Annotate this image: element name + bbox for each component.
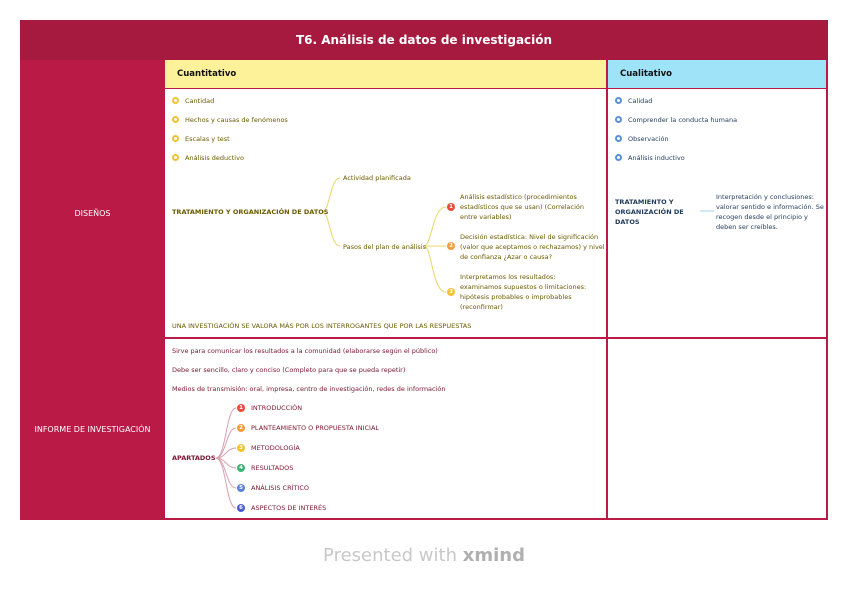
number-3-icon: 3: [237, 444, 245, 452]
qual-item: Calidad: [628, 97, 653, 105]
number-2-icon: 2: [447, 242, 455, 250]
bullet-icon: [615, 154, 622, 161]
report-item: Debe ser sencillo, claro y conciso (Completo para que se pueda repetir): [172, 366, 406, 374]
qual-treatment-detail: valorar sentido e información. Se: [716, 203, 824, 211]
quant-treatment-label: TRATAMIENTO Y ORGANIZACIÓN DE DATOS: [172, 208, 329, 216]
section-item: PLANTEAMIENTO O PROPUESTA INICIAL: [251, 424, 380, 432]
grid-divider-horizontal: [165, 337, 828, 339]
step-3-line: examinamos supuestos o limitaciones:: [460, 283, 587, 291]
grid-divider-vertical: [606, 60, 608, 520]
qual-item: Análisis inductivo: [628, 154, 685, 162]
footer-watermark: [0, 545, 848, 566]
number-4-icon: 4: [237, 464, 245, 472]
bullet-icon: [172, 116, 179, 123]
quant-item: Análisis deductivo: [185, 154, 244, 162]
row-label-report: [20, 338, 165, 520]
bullet-icon: [615, 116, 622, 123]
header-quantitative-label: Cuantitativo: [177, 69, 237, 79]
section-item: ANÁLISIS CRÍTICO: [251, 484, 310, 492]
step-1-line: entre variables): [460, 213, 512, 221]
sections-label: APARTADOS: [172, 454, 216, 462]
step-3-line: Interpretamos los resultados:: [460, 273, 556, 281]
footer-brand: xmind: [462, 545, 525, 566]
quant-item: Cantidad: [185, 97, 215, 105]
step-1-line: Análisis estadístico (procedimientos: [460, 193, 577, 201]
number-5-icon: 5: [237, 484, 245, 492]
number-1-icon: 1: [237, 404, 245, 412]
row-label-designs: [20, 89, 165, 338]
number-6-icon: 6: [237, 504, 245, 512]
header-corner: [20, 60, 165, 89]
number-2-icon: 2: [237, 424, 245, 432]
bullet-icon: [172, 154, 179, 161]
footer-presented: Presented with: [323, 545, 457, 566]
quant-branch-planned: Actividad planificada: [343, 174, 411, 182]
grid-border-bottom: [165, 518, 828, 520]
bullet-icon: [172, 135, 179, 142]
qual-treatment-label: TRATAMIENTO Y: [615, 198, 674, 206]
grid-border-right: [826, 60, 828, 520]
quant-item: Escalas y test: [185, 135, 230, 143]
qual-item: Observación: [628, 135, 669, 143]
row-label-report-text: INFORME DE INVESTIGACIÓN: [34, 424, 151, 434]
qual-treatment-detail: Interpretación y conclusiones:: [716, 193, 814, 201]
header-qualitative-label: Cualitativo: [620, 69, 673, 79]
step-2-line: Decisión estadística: Nivel de significación: [460, 233, 599, 241]
number-1-icon: 1: [447, 203, 455, 211]
header-quantitative: [165, 60, 606, 89]
quant-note: UNA INVESTIGACIÓN SE VALORA MÁS POR LOS INTERROGANTES QUE POR LAS RESPUESTAS: [172, 322, 472, 330]
section-item: INTRODUCCIÓN: [251, 404, 303, 412]
section-item: RESULTADOS: [251, 464, 294, 472]
step-1-line: estadísticos que se usan) (Correlación: [460, 203, 584, 211]
step-2-line: de confianza ¿Azar o causa?: [460, 253, 553, 261]
step-3-line: hipótesis probables o improbables: [460, 293, 572, 301]
row-label-designs-text: DISEÑOS: [74, 209, 111, 218]
report-item: Sirve para comunicar los resultados a la comunidad (elaborarse según el público): [172, 347, 438, 355]
qual-treatment-detail: recogen desde el principio y: [716, 213, 808, 221]
bullet-icon: [615, 135, 622, 142]
step-2-line: (valor que aceptamos o rechazamos) y nivel: [460, 243, 605, 251]
qual-treatment-label: ORGANIZACIÓN DE: [615, 208, 684, 216]
report-item: Medios de transmisión: oral, impresa, centro de investigación, redes de información: [172, 385, 446, 393]
section-item: METODOLOGÍA: [251, 444, 300, 452]
bullet-icon: [172, 97, 179, 104]
qual-treatment-label: DATOS: [615, 218, 640, 226]
diagram-title: T6. Análisis de datos de investigación: [20, 20, 828, 60]
bullet-icon: [615, 97, 622, 104]
number-3-icon: 3: [447, 288, 455, 296]
qual-treatment-detail: deben ser creíbles.: [716, 223, 778, 231]
quant-branch-steps: Pasos del plan de análisis: [343, 243, 426, 251]
step-3-line: (reconfirmar): [460, 303, 503, 311]
quant-item: Hechos y causas de fenómenos: [185, 116, 288, 124]
section-item: ASPECTOS DE INTERÉS: [251, 504, 327, 512]
header-qualitative: [608, 60, 828, 89]
qual-item: Comprender la conducta humana: [628, 116, 738, 124]
